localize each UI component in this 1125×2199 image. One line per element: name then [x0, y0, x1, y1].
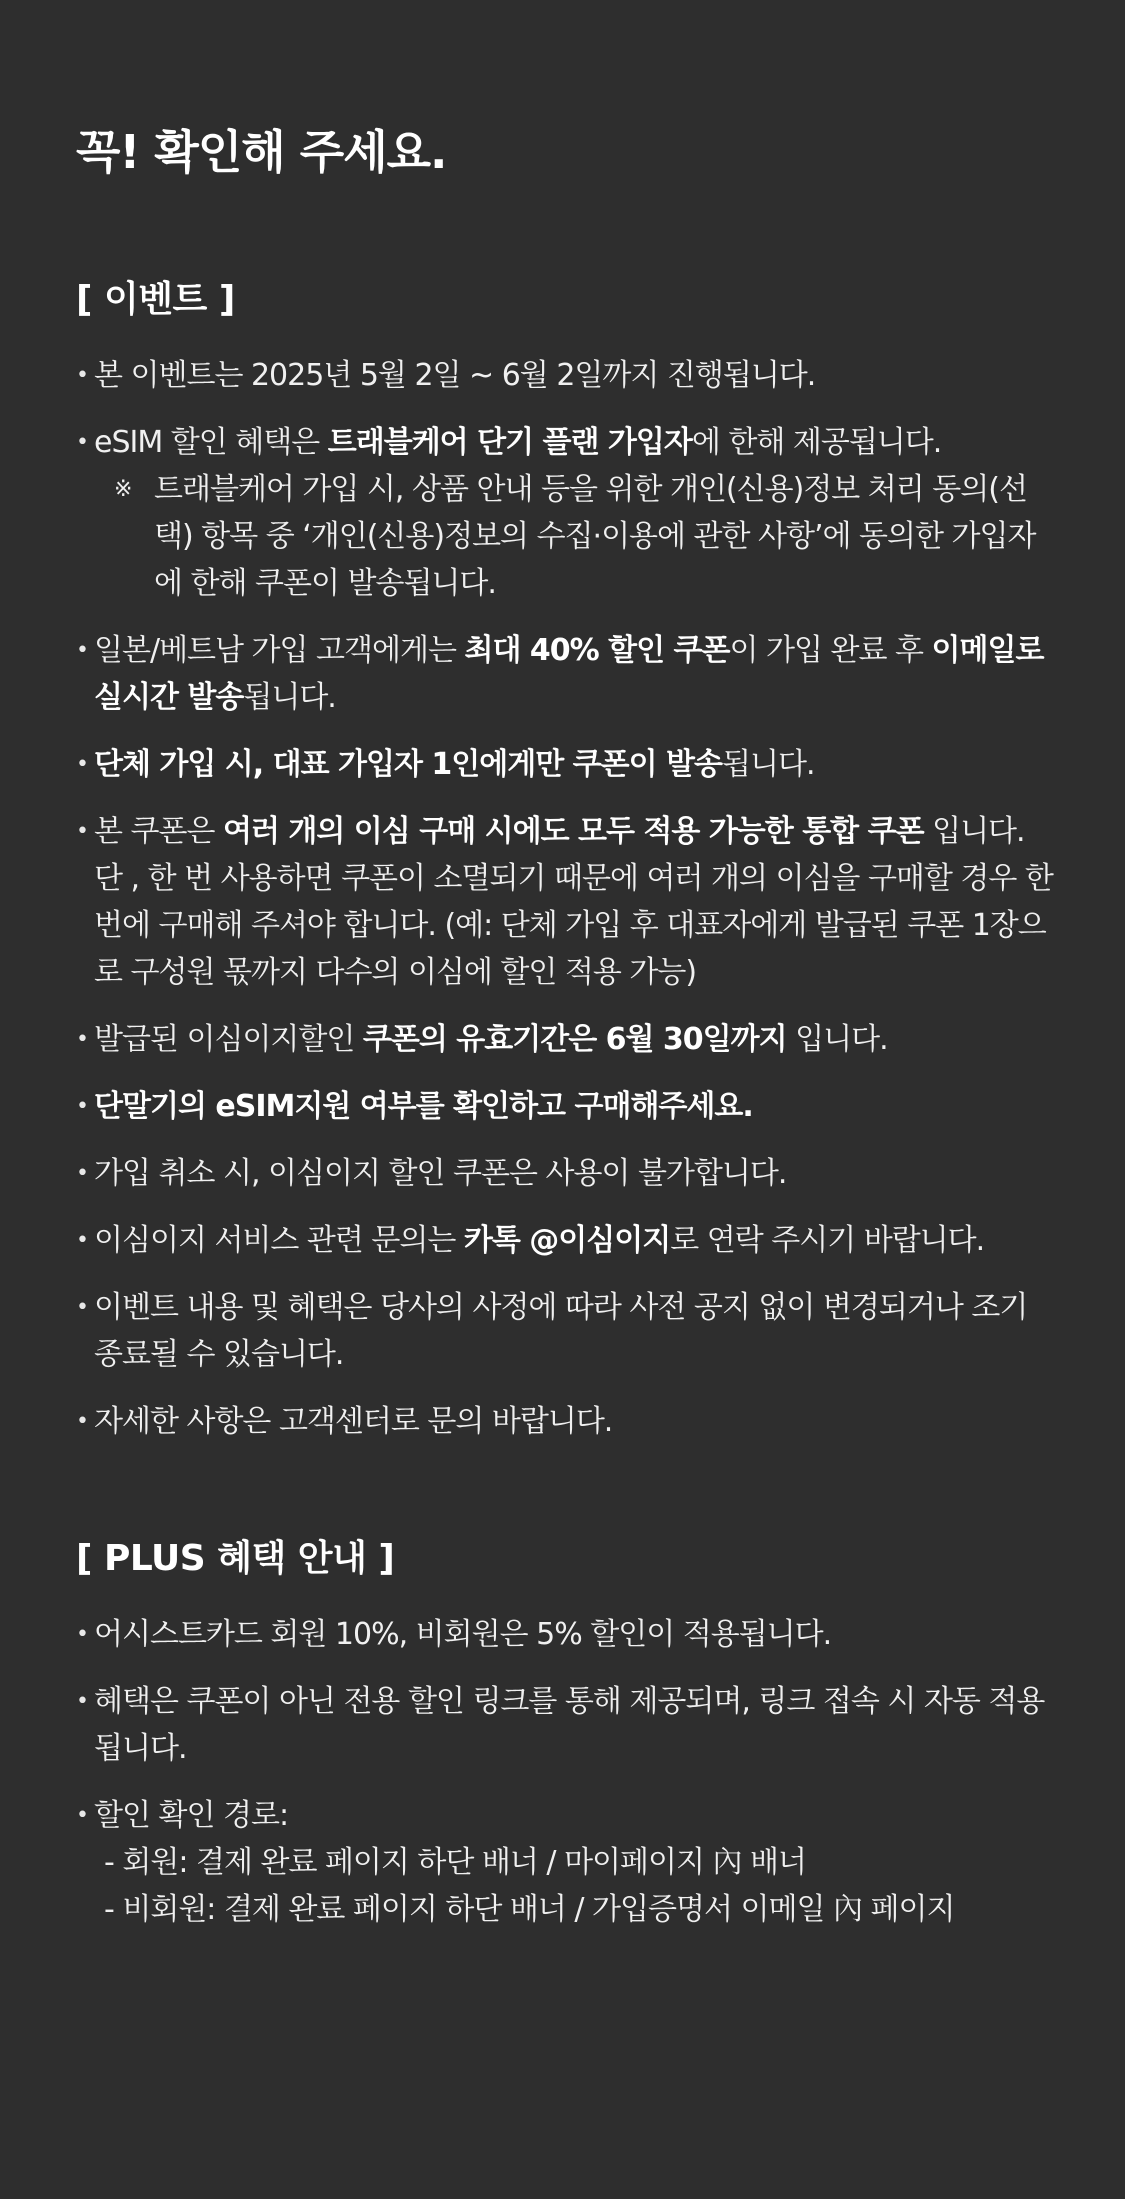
event-bullet-eligibility: • eSIM 할인 혜택은 트래블케어 단기 플랜 가입자에 한해 제공됩니다. ※ 트래블케어 가입 시, 상품 안내 등을 위한 개인(신용)정보 처리 동의(선택) 항목 중 ‘개인(신용)정보의 수집·이용에 관한 사항’에 동의한 가입자에 한해 쿠폰이 발송됩니다. — [76, 419, 1055, 607]
plus-bullet-check-path: • 할인 확인 경로: - 회원: 결제 완료 페이지 하단 배너 / 마이페이지 內 배너 - 비회원: 결제 완료 페이지 하단 배너 / 가입증명서 이메일 內 페이지 — [76, 1792, 1055, 1933]
event-bullet-cancellation: • 가입 취소 시, 이심이지 할인 쿠폰은 사용이 불가합니다. — [76, 1150, 1055, 1197]
event-bullet-group-signup: • 단체 가입 시, 대표 가입자 1인에게만 쿠폰이 발송됩니다. — [76, 741, 1055, 788]
event-bullet-list — [76, 352, 1055, 1445]
event-section — [76, 276, 1055, 1445]
plus-bullet-discount-rate: • 어시스트카드 회원 10%, 비회원은 5% 할인이 적용됩니다. — [76, 1611, 1055, 1658]
event-bullet-coupon-email: • 일본/베트남 가입 고객에게는 최대 40% 할인 쿠폰이 가입 완료 후 이메일로 실시간 발송됩니다. — [76, 627, 1055, 721]
check-path-non-member: - 비회원: 결제 완료 페이지 하단 배너 / 가입증명서 이메일 內 페이지 — [104, 1892, 955, 1927]
plus-section — [76, 1535, 1055, 1933]
event-bullet-inquiry: • 자세한 사항은 고객센터로 문의 바랍니다. — [76, 1398, 1055, 1445]
page-title: 꼭! 확인해 주세요. — [76, 125, 447, 179]
plus-bullet-list — [76, 1611, 1055, 1933]
event-bullet-change-notice: • 이벤트 내용 및 혜택은 당사의 사정에 따라 사전 공지 없이 변경되거나 조기 종료될 수 있습니다. — [76, 1284, 1055, 1378]
event-bullet-contact: • 이심이지 서비스 관련 문의는 카톡 @이심이지로 연락 주시기 바랍니다. — [76, 1217, 1055, 1264]
plus-bullet-link: • 혜택은 쿠폰이 아닌 전용 할인 링크를 통해 제공되며, 링크 접속 시 자동 적용됩니다. — [76, 1678, 1055, 1772]
event-bullet-integrated-coupon: • 본 쿠폰은 여러 개의 이심 구매 시에도 모두 적용 가능한 통합 쿠폰 입니다. 단 , 한 번 사용하면 쿠폰이 소멸되기 때문에 여러 개의 이심을 구매할 경우 한 번에 구매해 주셔야 합니다. (예: 단체 가입 후 대표자에게 발급된 쿠폰 1장으로 구성원 몫까지 다수의 이심에 할인 적용 가능) — [76, 808, 1055, 996]
event-bullet-period: • 본 이벤트는 2025년 5월 2일 ~ 6월 2일까지 진행됩니다. — [76, 352, 1055, 399]
check-path-member: - 회원: 결제 완료 페이지 하단 배너 / 마이페이지 內 배너 — [104, 1845, 807, 1880]
event-section-title: [ 이벤트 ] — [76, 279, 235, 320]
eligibility-note: ※ 트래블케어 가입 시, 상품 안내 등을 위한 개인(신용)정보 처리 동의(선택) 항목 중 ‘개인(신용)정보의 수집·이용에 관한 사항’에 동의한 가입자에 한해 쿠폰이 발송됩니다. — [114, 466, 1055, 607]
plus-section-title: [ PLUS 혜택 안내 ] — [76, 1538, 395, 1579]
event-bullet-validity: • 발급된 이심이지할인 쿠폰의 유효기간은 6월 30일까지 입니다. — [76, 1016, 1055, 1063]
note-mark-icon: ※ — [114, 477, 132, 502]
event-bullet-esim-support: • 단말기의 eSIM지원 여부를 확인하고 구매해주세요. — [76, 1083, 1055, 1130]
